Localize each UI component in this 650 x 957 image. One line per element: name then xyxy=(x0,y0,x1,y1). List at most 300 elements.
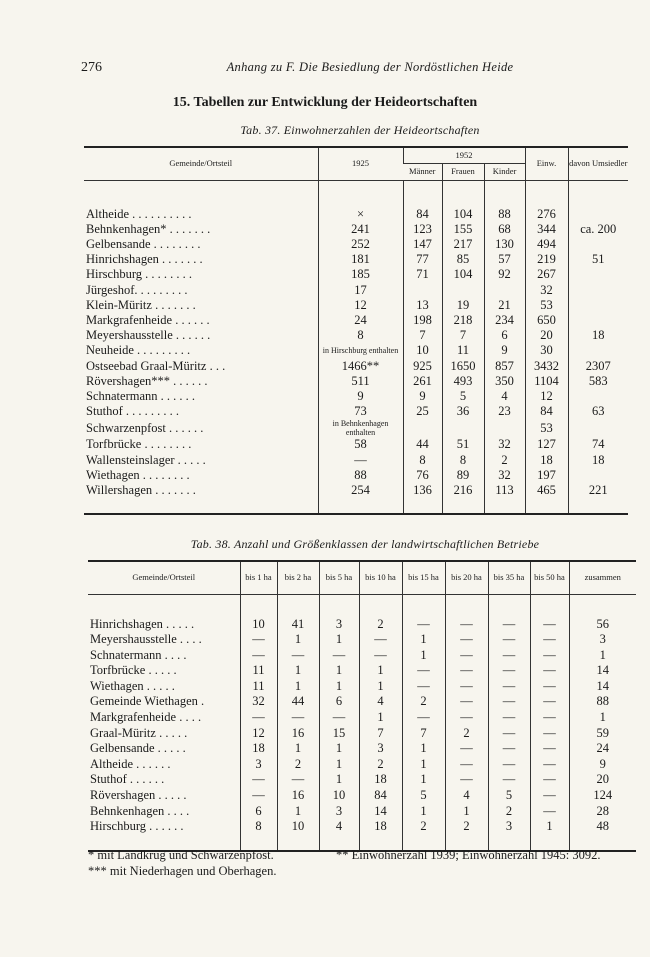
cell-bis-50-ha: — xyxy=(530,663,569,679)
table37 xyxy=(84,146,628,515)
cell-frauen: 51 xyxy=(442,437,484,452)
cell-bis-20-ha: — xyxy=(445,741,488,757)
table-row xyxy=(84,207,628,222)
cell-bis-20-ha: — xyxy=(445,772,488,788)
table-row xyxy=(84,374,628,389)
cell-bis-20-ha: 4 xyxy=(445,788,488,804)
cell-1925: 254 xyxy=(318,483,403,498)
cell-maenner: 44 xyxy=(403,437,442,452)
cell-1925: 58 xyxy=(318,437,403,452)
footnote-1: * mit Landkrug und Schwarzenpfost. xyxy=(88,848,274,862)
cell-kinder xyxy=(484,283,525,298)
table-row xyxy=(84,343,628,358)
cell-gemeinde: Jürgeshof. . . . . . . . . xyxy=(86,282,188,297)
cell-bis-1-ha: 10 xyxy=(240,617,277,633)
cell-bis-15-ha: 1 xyxy=(402,757,445,773)
cell-bis-10-ha: 3 xyxy=(359,741,402,757)
cell-1925: 181 xyxy=(318,252,403,267)
cell-kinder: 92 xyxy=(484,267,525,282)
cell-bis-1-ha: 32 xyxy=(240,694,277,710)
cell-maenner xyxy=(403,283,442,298)
cell-bis-35-ha: — xyxy=(488,726,530,742)
cell-bis-10-ha: 1 xyxy=(359,710,402,726)
cell-bis-15-ha: — xyxy=(402,710,445,726)
header-zusammen: zusammen xyxy=(569,561,636,594)
cell-frauen: 8 xyxy=(442,453,484,468)
cell-kinder: 857 xyxy=(484,359,525,374)
cell-bis-10-ha: — xyxy=(359,648,402,664)
cell-bis-5-ha: 1 xyxy=(319,757,359,773)
cell-umsiedler: 221 xyxy=(568,483,628,498)
table-row xyxy=(88,788,636,804)
cell-bis-10-ha: 4 xyxy=(359,694,402,710)
cell-bis-5-ha: — xyxy=(319,648,359,664)
header-bis-15-ha: bis 15 ha xyxy=(402,561,445,594)
cell-1925: 17 xyxy=(318,283,403,298)
cell-zusammen: 88 xyxy=(569,694,636,710)
cell-bis-35-ha: — xyxy=(488,757,530,773)
cell-bis-1-ha: 11 xyxy=(240,679,277,695)
cell-zusammen: 59 xyxy=(569,726,636,742)
cell-zusammen: 48 xyxy=(569,819,636,835)
cell-bis-15-ha: — xyxy=(402,617,445,633)
cell-maenner: 123 xyxy=(403,222,442,237)
cell-bis-35-ha: 3 xyxy=(488,819,530,835)
cell-bis-50-ha: — xyxy=(530,741,569,757)
cell-bis-10-ha: 14 xyxy=(359,804,402,820)
cell-bis-50-ha: 1 xyxy=(530,819,569,835)
cell-bis-35-ha: 5 xyxy=(488,788,530,804)
cell-bis-10-ha: — xyxy=(359,632,402,648)
table-row xyxy=(88,710,636,726)
cell-umsiedler: 18 xyxy=(568,453,628,468)
cell-bis-5-ha: 3 xyxy=(319,617,359,633)
cell-umsiedler: 74 xyxy=(568,437,628,452)
cell-bis-5-ha: 15 xyxy=(319,726,359,742)
cell-1925: 8 xyxy=(318,328,403,343)
cell-einw: 3432 xyxy=(525,359,568,374)
cell-bis-2-ha: 1 xyxy=(277,741,319,757)
cell-zusammen: 56 xyxy=(569,617,636,633)
cell-gemeinde: Wiethagen . . . . . . . . xyxy=(86,467,190,482)
cell-zusammen: 3 xyxy=(569,632,636,648)
cell-frauen: 218 xyxy=(442,313,484,328)
cell-einw: 267 xyxy=(525,267,568,282)
cell-zusammen: 124 xyxy=(569,788,636,804)
cell-bis-5-ha: 1 xyxy=(319,741,359,757)
cell-bis-1-ha: 11 xyxy=(240,663,277,679)
cell-1925: 73 xyxy=(318,404,403,419)
cell-umsiedler xyxy=(568,237,628,252)
cell-bis-10-ha: 18 xyxy=(359,819,402,835)
header-bis-50-ha: bis 50 ha xyxy=(530,561,569,594)
cell-bis-2-ha: — xyxy=(277,772,319,788)
cell-einw: 650 xyxy=(525,313,568,328)
cell-kinder: 88 xyxy=(484,207,525,222)
cell-gemeinde: Klein-Müritz . . . . . . . xyxy=(86,297,196,312)
header-bis-10-ha: bis 10 ha xyxy=(359,561,402,594)
cell-gemeinde: Wallensteinslager . . . . . xyxy=(86,452,206,467)
cell-bis-20-ha: — xyxy=(445,757,488,773)
table37-body xyxy=(84,180,628,514)
cell-bis-5-ha: 1 xyxy=(319,663,359,679)
header-bis-1-ha: bis 1 ha xyxy=(240,561,277,594)
table-row xyxy=(88,819,636,835)
cell-bis-2-ha: 41 xyxy=(277,617,319,633)
cell-frauen: 36 xyxy=(442,404,484,419)
cell-bis-10-ha: 2 xyxy=(359,617,402,633)
cell-bis-35-ha: — xyxy=(488,679,530,695)
cell-zusammen: 1 xyxy=(569,710,636,726)
cell-frauen: 217 xyxy=(442,237,484,252)
cell-gemeinde: Schnatermann . . . . . . xyxy=(86,388,196,403)
cell-gemeinde: Wiethagen . . . . . xyxy=(90,678,175,693)
cell-umsiedler xyxy=(568,343,628,358)
cell-bis-35-ha: — xyxy=(488,710,530,726)
cell-einw: 344 xyxy=(525,222,568,237)
cell-1925: in Hirschburg enthalten xyxy=(318,343,403,358)
cell-umsiedler: ca. 200 xyxy=(568,222,628,237)
table38 xyxy=(88,560,636,852)
cell-maenner: 147 xyxy=(403,237,442,252)
header-kinder: Kinder xyxy=(484,163,525,180)
header-bis-5-ha: bis 5 ha xyxy=(319,561,359,594)
cell-einw: 18 xyxy=(525,453,568,468)
cell-zusammen: 28 xyxy=(569,804,636,820)
cell-bis-20-ha: — xyxy=(445,617,488,633)
cell-gemeinde: Torfbrücke . . . . . xyxy=(90,663,177,678)
spacer-row xyxy=(84,180,628,207)
cell-bis-10-ha: 2 xyxy=(359,757,402,773)
cell-umsiedler xyxy=(568,267,628,282)
cell-bis-35-ha: — xyxy=(488,694,530,710)
cell-bis-5-ha: — xyxy=(319,710,359,726)
cell-frauen: 155 xyxy=(442,222,484,237)
cell-bis-2-ha: 16 xyxy=(277,726,319,742)
cell-einw: 53 xyxy=(525,419,568,437)
table-row xyxy=(88,757,636,773)
table-row xyxy=(84,222,628,237)
cell-bis-2-ha: 1 xyxy=(277,663,319,679)
cell-gemeinde: Markgrafenheide . . . . xyxy=(90,710,202,725)
table-row xyxy=(88,617,636,633)
cell-kinder: 32 xyxy=(484,437,525,452)
cell-frauen: 7 xyxy=(442,328,484,343)
cell-zusammen: 24 xyxy=(569,741,636,757)
cell-gemeinde: Altheide . . . . . . xyxy=(90,756,171,771)
cell-bis-35-ha: — xyxy=(488,632,530,648)
table-row xyxy=(84,404,628,419)
cell-bis-50-ha: — xyxy=(530,694,569,710)
cell-bis-15-ha: — xyxy=(402,663,445,679)
cell-frauen: 104 xyxy=(442,267,484,282)
cell-bis-2-ha: 1 xyxy=(277,679,319,695)
cell-kinder: 68 xyxy=(484,222,525,237)
table38-body xyxy=(88,594,636,851)
table-row xyxy=(84,389,628,404)
table-row xyxy=(84,313,628,328)
cell-bis-5-ha: 1 xyxy=(319,772,359,788)
cell-umsiedler: 51 xyxy=(568,252,628,267)
cell-einw: 84 xyxy=(525,404,568,419)
cell-bis-5-ha: 3 xyxy=(319,804,359,820)
table-row xyxy=(88,741,636,757)
cell-bis-2-ha: — xyxy=(277,648,319,664)
cell-bis-10-ha: 1 xyxy=(359,679,402,695)
header-frauen: Frauen xyxy=(442,163,484,180)
header-1925: 1925 xyxy=(318,147,403,180)
cell-gemeinde: Altheide . . . . . . . . . . xyxy=(86,206,192,221)
header-1952: 1952 xyxy=(403,147,525,163)
cell-umsiedler xyxy=(568,389,628,404)
table-row xyxy=(84,419,628,437)
cell-umsiedler xyxy=(568,313,628,328)
cell-einw: 1104 xyxy=(525,374,568,389)
cell-1925: 185 xyxy=(318,267,403,282)
cell-bis-20-ha: — xyxy=(445,663,488,679)
cell-bis-35-ha: — xyxy=(488,663,530,679)
cell-1925: in Behnkenhagen enthalten xyxy=(318,419,403,437)
cell-umsiedler xyxy=(568,207,628,222)
cell-einw: 197 xyxy=(525,468,568,483)
cell-kinder: 21 xyxy=(484,298,525,313)
cell-gemeinde: Schwarzenpfost . . . . . . xyxy=(86,420,204,435)
cell-kinder: 113 xyxy=(484,483,525,498)
cell-bis-1-ha: — xyxy=(240,710,277,726)
cell-bis-15-ha: — xyxy=(402,679,445,695)
table-row xyxy=(84,453,628,468)
cell-kinder: 234 xyxy=(484,313,525,328)
cell-einw: 20 xyxy=(525,328,568,343)
cell-bis-1-ha: 8 xyxy=(240,819,277,835)
cell-kinder: 130 xyxy=(484,237,525,252)
cell-zusammen: 14 xyxy=(569,679,636,695)
cell-gemeinde: Gemeinde Wiethagen . xyxy=(90,694,205,709)
header-maenner: Männer xyxy=(403,163,442,180)
cell-einw: 30 xyxy=(525,343,568,358)
cell-einw: 465 xyxy=(525,483,568,498)
cell-bis-5-ha: 1 xyxy=(319,632,359,648)
cell-frauen: 89 xyxy=(442,468,484,483)
cell-bis-20-ha: — xyxy=(445,648,488,664)
cell-frauen: 85 xyxy=(442,252,484,267)
table-row xyxy=(84,328,628,343)
cell-bis-15-ha: 1 xyxy=(402,648,445,664)
cell-frauen: 19 xyxy=(442,298,484,313)
cell-bis-35-ha: 2 xyxy=(488,804,530,820)
cell-maenner: 10 xyxy=(403,343,442,358)
cell-einw: 276 xyxy=(525,207,568,222)
cell-bis-50-ha: — xyxy=(530,710,569,726)
cell-bis-50-ha: — xyxy=(530,772,569,788)
header-umsiedler: davon Umsiedler xyxy=(568,147,628,180)
cell-gemeinde: Ostseebad Graal-Müritz . . . xyxy=(86,358,226,373)
cell-maenner: 925 xyxy=(403,359,442,374)
cell-gemeinde: Stuthof . . . . . . xyxy=(90,772,165,787)
cell-bis-2-ha: — xyxy=(277,710,319,726)
cell-1925: — xyxy=(318,453,403,468)
cell-bis-5-ha: 10 xyxy=(319,788,359,804)
cell-1925: 24 xyxy=(318,313,403,328)
cell-bis-35-ha: — xyxy=(488,617,530,633)
footnote-3: *** mit Niederhagen und Oberhagen. xyxy=(88,864,277,878)
cell-maenner: 198 xyxy=(403,313,442,328)
cell-gemeinde: Meyershausstelle . . . . . . xyxy=(86,328,211,343)
cell-zusammen: 9 xyxy=(569,757,636,773)
cell-kinder: 4 xyxy=(484,389,525,404)
cell-einw: 32 xyxy=(525,283,568,298)
cell-gemeinde: Markgrafenheide . . . . . . xyxy=(86,312,210,327)
cell-kinder xyxy=(484,419,525,437)
table-row xyxy=(88,726,636,742)
header-bis-35-ha: bis 35 ha xyxy=(488,561,530,594)
cell-kinder: 9 xyxy=(484,343,525,358)
cell-frauen: 216 xyxy=(442,483,484,498)
table-row xyxy=(84,468,628,483)
cell-bis-20-ha: — xyxy=(445,694,488,710)
cell-bis-2-ha: 1 xyxy=(277,632,319,648)
cell-bis-5-ha: 6 xyxy=(319,694,359,710)
cell-kinder: 32 xyxy=(484,468,525,483)
cell-1925: 9 xyxy=(318,389,403,404)
cell-bis-20-ha: — xyxy=(445,679,488,695)
cell-umsiedler xyxy=(568,419,628,437)
cell-maenner: 25 xyxy=(403,404,442,419)
cell-bis-2-ha: 44 xyxy=(277,694,319,710)
cell-gemeinde: Gelbensande . . . . . . . . xyxy=(86,236,201,251)
cell-einw: 219 xyxy=(525,252,568,267)
cell-gemeinde: Hinrichshagen . . . . . . . xyxy=(86,252,203,267)
cell-kinder: 350 xyxy=(484,374,525,389)
cell-bis-1-ha: — xyxy=(240,772,277,788)
header-gemeinde: Gemeinde/Ortsteil xyxy=(88,561,240,594)
cell-bis-15-ha: 1 xyxy=(402,772,445,788)
cell-gemeinde: Rövershagen*** . . . . . . xyxy=(86,373,208,388)
cell-bis-20-ha: 1 xyxy=(445,804,488,820)
cell-zusammen: 14 xyxy=(569,663,636,679)
cell-bis-15-ha: 5 xyxy=(402,788,445,804)
cell-bis-15-ha: 1 xyxy=(402,741,445,757)
spacer-row xyxy=(84,498,628,514)
table-row xyxy=(84,437,628,452)
cell-gemeinde: Meyershausstelle . . . . xyxy=(90,632,202,647)
cell-bis-50-ha: — xyxy=(530,679,569,695)
cell-maenner: 261 xyxy=(403,374,442,389)
cell-bis-1-ha: — xyxy=(240,788,277,804)
cell-bis-5-ha: 4 xyxy=(319,819,359,835)
cell-maenner: 13 xyxy=(403,298,442,313)
cell-maenner: 7 xyxy=(403,328,442,343)
cell-1925: 252 xyxy=(318,237,403,252)
section-title: 15. Tabellen zur Entwicklung der Heideortschaften xyxy=(172,95,478,110)
header-einw: Einw. xyxy=(525,147,568,180)
spacer-row xyxy=(88,594,636,617)
cell-gemeinde: Schnatermann . . . . xyxy=(90,647,187,662)
cell-frauen: 5 xyxy=(442,389,484,404)
cell-bis-1-ha: — xyxy=(240,648,277,664)
cell-bis-50-ha: — xyxy=(530,648,569,664)
cell-umsiedler: 583 xyxy=(568,374,628,389)
table-row xyxy=(84,298,628,313)
cell-frauen: 11 xyxy=(442,343,484,358)
cell-bis-50-ha: — xyxy=(530,617,569,633)
cell-1925: 1466** xyxy=(318,359,403,374)
cell-umsiedler: 63 xyxy=(568,404,628,419)
cell-bis-10-ha: 7 xyxy=(359,726,402,742)
cell-bis-50-ha: — xyxy=(530,726,569,742)
cell-kinder: 57 xyxy=(484,252,525,267)
cell-gemeinde: Rövershagen . . . . . xyxy=(90,788,187,803)
cell-bis-15-ha: 1 xyxy=(402,804,445,820)
cell-bis-10-ha: 84 xyxy=(359,788,402,804)
cell-bis-10-ha: 18 xyxy=(359,772,402,788)
cell-bis-1-ha: 12 xyxy=(240,726,277,742)
table-row xyxy=(88,804,636,820)
cell-gemeinde: Behnkenhagen* . . . . . . . xyxy=(86,221,211,236)
cell-gemeinde: Torfbrücke . . . . . . . . xyxy=(86,437,192,452)
cell-bis-50-ha: — xyxy=(530,632,569,648)
cell-zusammen: 20 xyxy=(569,772,636,788)
cell-gemeinde: Gelbensande . . . . . xyxy=(90,741,186,756)
footnote-2: ** Einwohnerzahl 1939; Einwohnerzahl 1945: 3092. xyxy=(336,848,601,862)
cell-kinder: 23 xyxy=(484,404,525,419)
cell-bis-1-ha: 3 xyxy=(240,757,277,773)
table-row xyxy=(84,237,628,252)
table38-caption: Tab. 38. Anzahl und Größenklassen der landwirtschaftlichen Betriebe xyxy=(190,537,540,551)
cell-frauen xyxy=(442,283,484,298)
cell-umsiedler xyxy=(568,468,628,483)
cell-gemeinde: Behnkenhagen . . . . xyxy=(90,803,190,818)
cell-bis-2-ha: 16 xyxy=(277,788,319,804)
cell-frauen: 104 xyxy=(442,207,484,222)
cell-maenner: 9 xyxy=(403,389,442,404)
header-gemeinde: Gemeinde/Ortsteil xyxy=(84,147,318,180)
cell-1925: 241 xyxy=(318,222,403,237)
cell-maenner: 76 xyxy=(403,468,442,483)
cell-maenner: 8 xyxy=(403,453,442,468)
cell-umsiedler: 2307 xyxy=(568,359,628,374)
cell-umsiedler xyxy=(568,298,628,313)
cell-maenner: 84 xyxy=(403,207,442,222)
cell-bis-50-ha: — xyxy=(530,788,569,804)
cell-bis-2-ha: 2 xyxy=(277,757,319,773)
cell-frauen: 493 xyxy=(442,374,484,389)
table37-caption: Tab. 37. Einwohnerzahlen der Heideortschaften xyxy=(240,123,480,137)
cell-bis-10-ha: 1 xyxy=(359,663,402,679)
header-bis-2-ha: bis 2 ha xyxy=(277,561,319,594)
cell-bis-50-ha: — xyxy=(530,757,569,773)
table-row xyxy=(84,283,628,298)
cell-bis-35-ha: — xyxy=(488,741,530,757)
table-row xyxy=(88,648,636,664)
cell-gemeinde: Hinrichshagen . . . . . xyxy=(90,616,195,631)
cell-bis-2-ha: 1 xyxy=(277,804,319,820)
cell-maenner: 136 xyxy=(403,483,442,498)
cell-einw: 53 xyxy=(525,298,568,313)
cell-bis-35-ha: — xyxy=(488,772,530,788)
table-row xyxy=(84,483,628,498)
cell-zusammen: 1 xyxy=(569,648,636,664)
cell-bis-20-ha: — xyxy=(445,710,488,726)
cell-umsiedler xyxy=(568,283,628,298)
table-row xyxy=(88,632,636,648)
cell-bis-5-ha: 1 xyxy=(319,679,359,695)
cell-gemeinde: Neuheide . . . . . . . . . xyxy=(86,343,191,358)
cell-gemeinde: Hirschburg . . . . . . . . xyxy=(86,267,193,282)
cell-frauen xyxy=(442,419,484,437)
cell-bis-50-ha: — xyxy=(530,804,569,820)
cell-1925: 12 xyxy=(318,298,403,313)
